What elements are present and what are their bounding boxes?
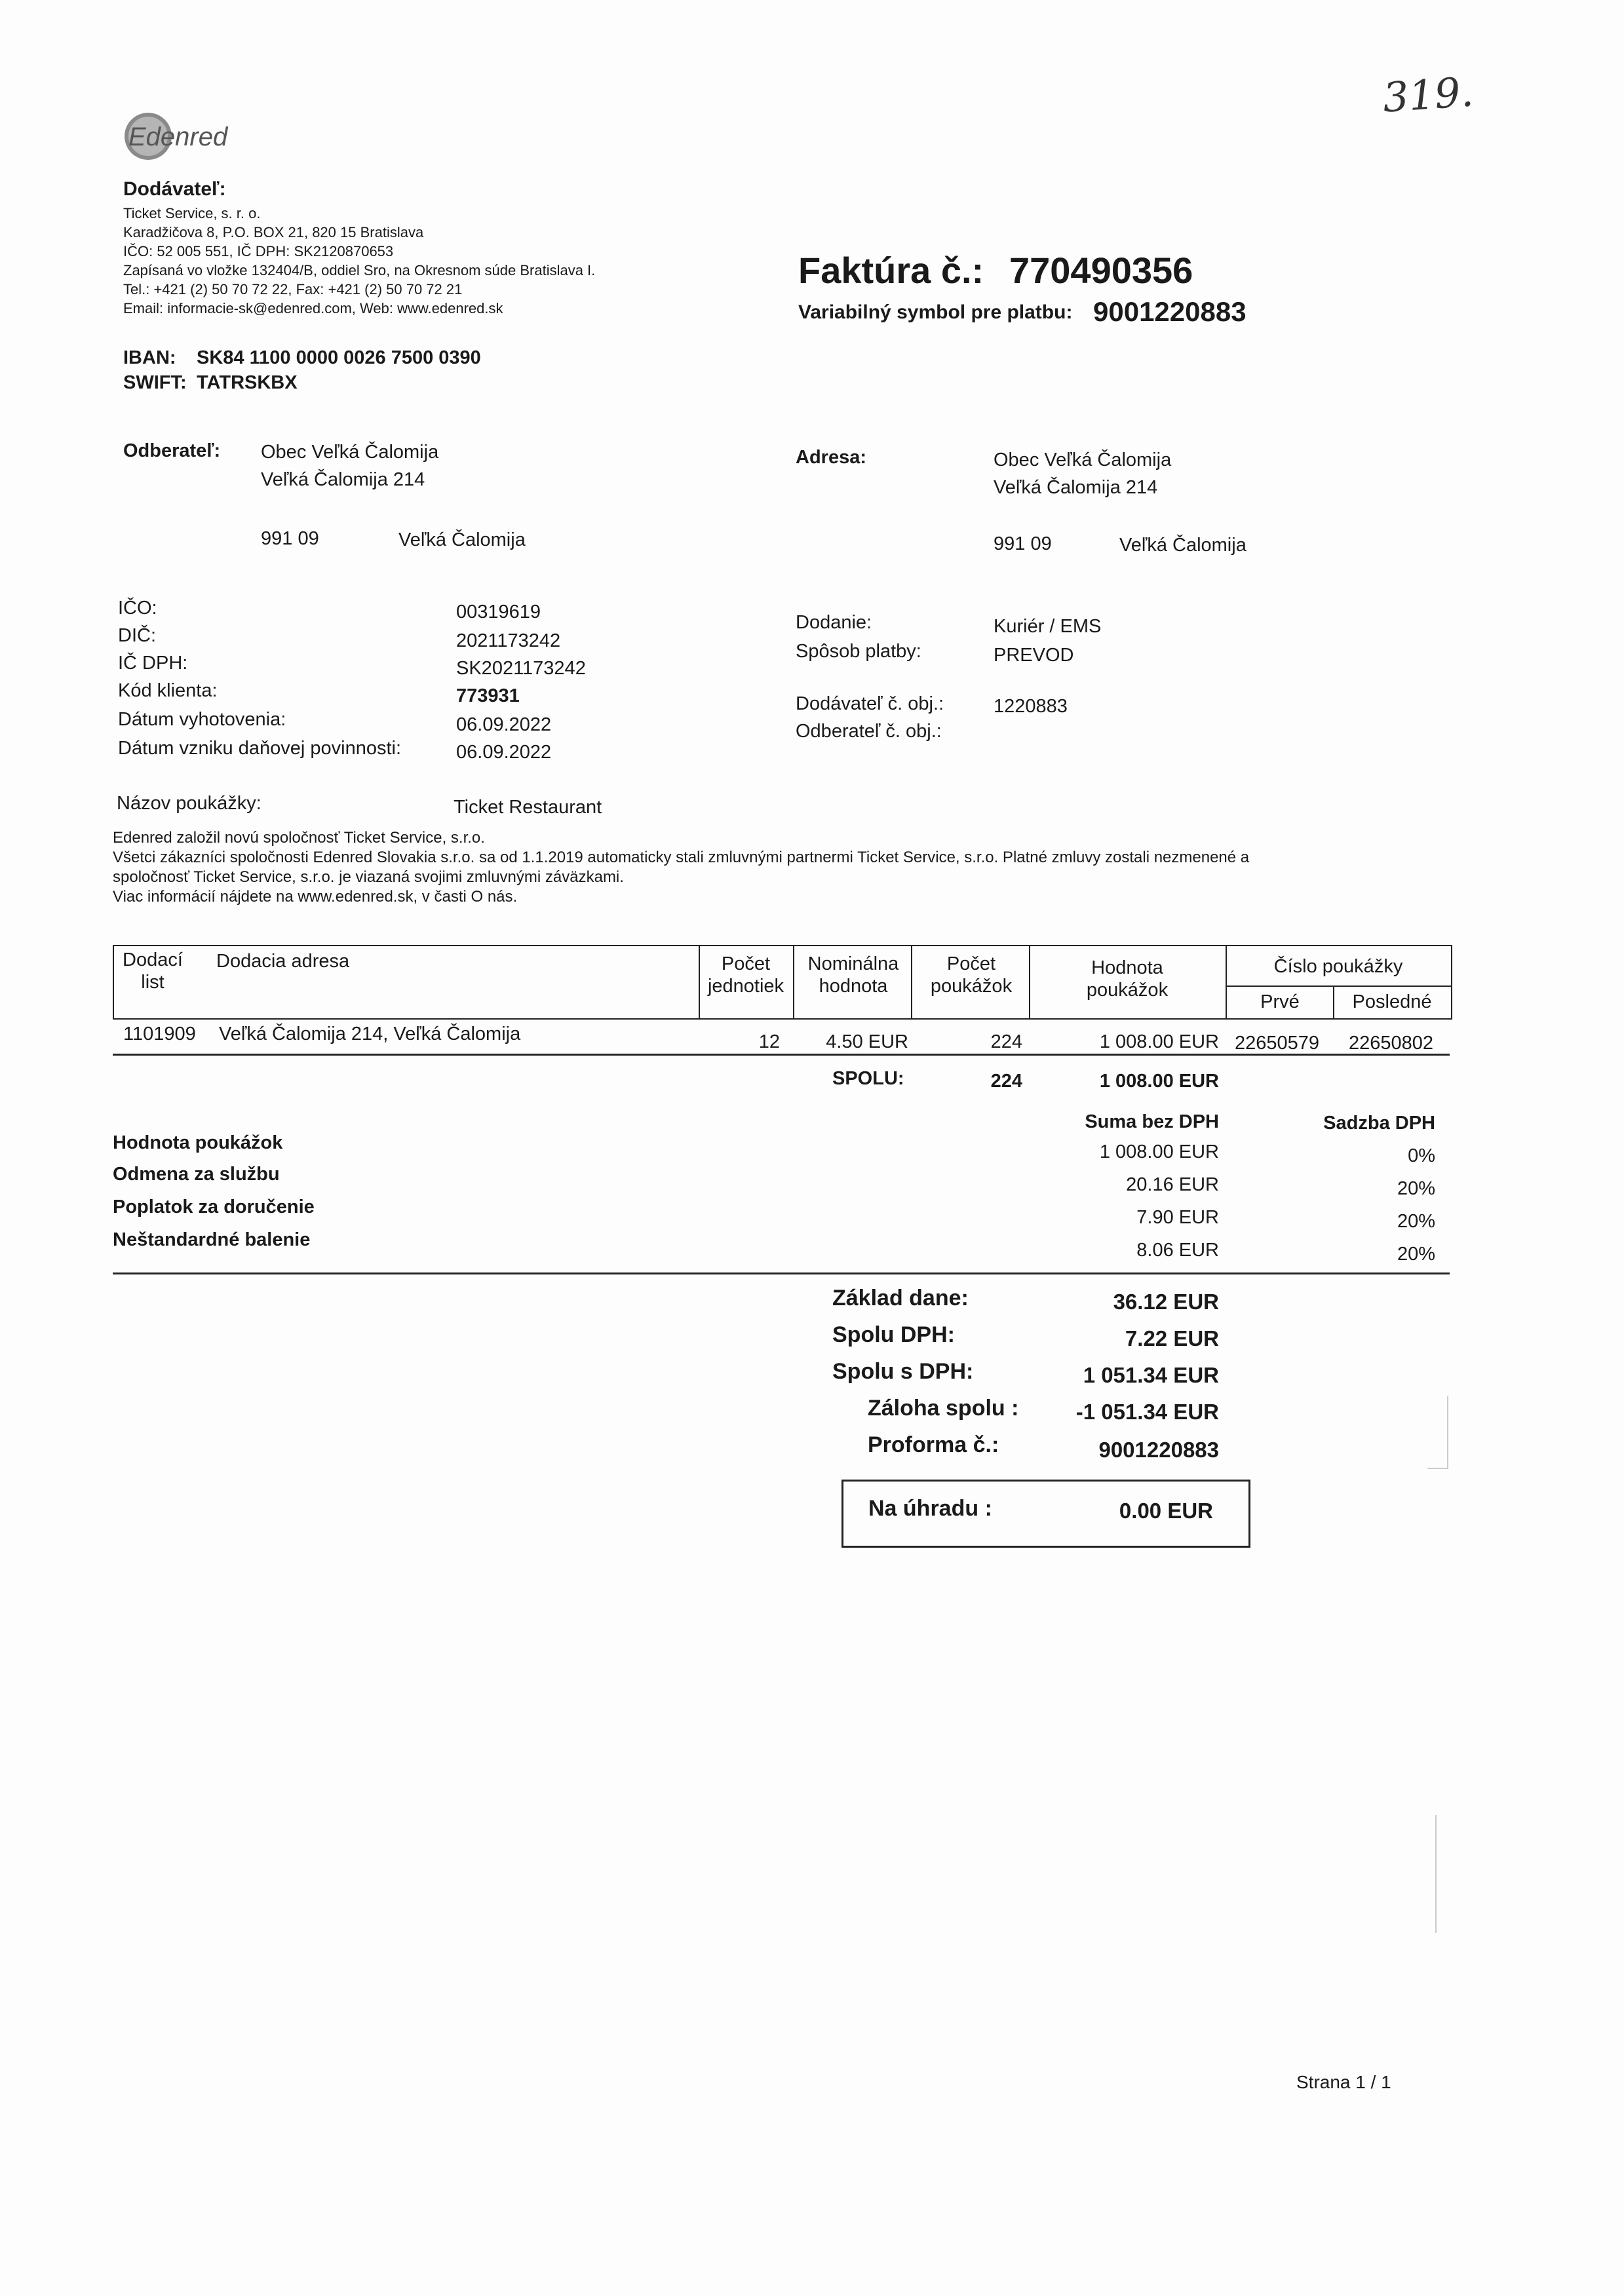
voucher-value: Ticket Restaurant [454, 797, 602, 818]
iban-label: IBAN: [123, 347, 176, 368]
id-label: DIČ: [118, 625, 156, 646]
vat-row-rate: 0% [1408, 1145, 1435, 1166]
id-label: Kód klienta: [118, 680, 218, 701]
id-value: 00319619 [456, 602, 541, 622]
row-hodnota: 1 008.00 EUR [1099, 1031, 1219, 1052]
client-code: 773931 [456, 685, 520, 706]
supplier-line: Ticket Service, s. r. o. [123, 205, 261, 221]
col-prve: Prvé [1260, 991, 1300, 1012]
total-count: 224 [990, 1071, 1022, 1092]
supplier-line: Tel.: +421 (2) 50 70 72 22, Fax: +421 (2) 50 70 72 21 [123, 281, 463, 297]
vat-row-label: Odmena za službu [113, 1164, 280, 1185]
summary-label: Základ dane: [832, 1286, 969, 1311]
scan-artifact [1427, 1396, 1448, 1469]
vat-row-base: 7.90 EUR [1136, 1207, 1219, 1228]
vat-row-base: 8.06 EUR [1136, 1240, 1219, 1261]
total-value: 1 008.00 EUR [1099, 1071, 1219, 1092]
col-nominal: Nominálna hodnota [807, 953, 899, 997]
swift-label: SWIFT: [123, 372, 187, 393]
supplier-line: IČO: 52 005 551, IČ DPH: SK2120870653 [123, 243, 394, 259]
vat-row-label: Neštandardné balenie [113, 1229, 311, 1250]
vat-row-label: Hodnota poukážok [113, 1132, 283, 1153]
vat-row-rate: 20% [1397, 1244, 1435, 1265]
notice-line: Edenred založil novú spoločnosť Ticket Service, s.r.o. [113, 829, 485, 847]
vat-col-rate: Sadzba DPH [1323, 1113, 1435, 1134]
invoice-title-label: Faktúra č.: [798, 250, 984, 291]
summary-value: 7.22 EUR [1125, 1326, 1219, 1350]
id-label: IČ DPH: [118, 653, 188, 674]
address-name: Obec Veľká Čalomija [994, 450, 1172, 470]
supplier-order-value: 1220883 [994, 696, 1068, 717]
col-dodaci-list: Dodací list [123, 949, 183, 993]
id-label: Dátum vzniku daňovej povinnosti: [118, 738, 402, 759]
summary-value: 36.12 EUR [1113, 1290, 1219, 1314]
summary-label: Záloha spolu : [868, 1396, 1019, 1421]
delivery-value: Kuriér / EMS [994, 616, 1102, 637]
col-cislo-poukazky: Číslo poukážky [1273, 956, 1403, 977]
col-pocet-poukazok: Počet poukážok [930, 953, 1013, 997]
customer-city: Veľká Čalomija [398, 529, 526, 550]
vat-col-base: Suma bez DPH [1085, 1111, 1219, 1132]
col-pocet-jednotiek: Počet jednotiek [707, 953, 784, 997]
col-hodnota: Hodnota poukážok [1086, 957, 1169, 1001]
customer-label: Odberateľ: [123, 440, 221, 461]
payment-label: Spôsob platby: [796, 641, 921, 662]
amount-due-label: Na úhradu : [868, 1496, 992, 1521]
supplier-line: Email: informacie-sk@edenred.com, Web: www.edenred.sk [123, 300, 503, 316]
scan-artifact [1409, 1815, 1437, 1933]
row-posledne: 22650802 [1349, 1033, 1434, 1054]
summary-value: -1 051.34 EUR [1075, 1400, 1219, 1424]
notice-line: spoločnosť Ticket Service, s.r.o. je viazaná svojimi zmluvnými záväzkami. [113, 868, 624, 886]
edenred-logo [123, 98, 241, 170]
tax-date: 06.09.2022 [456, 742, 552, 763]
id-value: SK2021173242 [456, 658, 586, 679]
supplier-heading: Dodávateľ: [123, 178, 226, 200]
summary-value: 1 051.34 EUR [1083, 1363, 1219, 1387]
total-label: SPOLU: [832, 1068, 904, 1089]
address-street: Veľká Čalomija 214 [994, 477, 1158, 498]
customer-order-label: Odberateľ č. obj.: [796, 721, 942, 742]
supplier-line: Karadžičova 8, P.O. BOX 21, 820 15 Bratislava [123, 224, 424, 240]
customer-name: Obec Veľká Čalomija [261, 442, 439, 463]
issue-date: 06.09.2022 [456, 714, 552, 735]
col-posledne: Posledné [1352, 991, 1432, 1012]
iban-value: SK84 1100 0000 0026 7500 0390 [197, 347, 481, 368]
row-nominal: 4.50 EUR [826, 1031, 908, 1052]
summary-label: Spolu DPH: [832, 1322, 955, 1347]
address-city: Veľká Čalomija [1119, 535, 1247, 556]
page-number: Strana 1 / 1 [1296, 2072, 1391, 2092]
variable-symbol-label: Variabilný symbol pre platbu: [798, 301, 1073, 323]
id-label: IČO: [118, 598, 157, 619]
vat-row-base: 1 008.00 EUR [1099, 1141, 1219, 1162]
swift-value: TATRSKBX [197, 372, 298, 393]
row-jednotky: 12 [758, 1031, 780, 1052]
address-label: Adresa: [796, 447, 866, 468]
customer-zip: 991 09 [261, 528, 319, 549]
amount-due-value: 0.00 EUR [1119, 1499, 1213, 1523]
invoice-number: 770490356 [1009, 250, 1193, 291]
summary-value: 9001220883 [1098, 1438, 1219, 1462]
vat-row-label: Poplatok za doručenie [113, 1196, 315, 1217]
vat-row-base: 20.16 EUR [1126, 1174, 1219, 1195]
id-value: 2021173242 [456, 630, 561, 651]
logo-text: Edenred [128, 123, 228, 151]
voucher-label: Názov poukážky: [117, 793, 261, 814]
vat-row-rate: 20% [1397, 1211, 1435, 1232]
amount-due-box [841, 1480, 1250, 1548]
row-dodaci-list: 1101909 [123, 1024, 196, 1044]
summary-label: Proforma č.: [868, 1432, 999, 1457]
summary-label: Spolu s DPH: [832, 1359, 974, 1384]
col-dodacia-adresa: Dodacia adresa [216, 951, 350, 972]
supplier-order-label: Dodávateľ č. obj.: [796, 693, 944, 714]
handwritten-note: 319. [1381, 67, 1475, 122]
variable-symbol-value: 9001220883 [1093, 296, 1247, 327]
row-adresa: Veľká Čalomija 214, Veľká Čalomija [219, 1024, 521, 1044]
row-prve: 22650579 [1235, 1033, 1320, 1054]
customer-street: Veľká Čalomija 214 [261, 469, 425, 490]
supplier-line: Zapísaná vo vložke 132404/B, oddiel Sro, na Okresnom súde Bratislava I. [123, 262, 596, 278]
row-poukazky: 224 [990, 1031, 1022, 1052]
notice-line: Viac informácií nájdete na www.edenred.sk, v časti O nás. [113, 888, 518, 906]
notice-line: Všetci zákazníci spoločnosti Edenred Slovakia s.r.o. sa od 1.1.2019 automaticky stali zmluvnými partnermi Ticket Service, s.r.o. Platné zmluvy zostali nezmenené a [113, 849, 1250, 866]
delivery-label: Dodanie: [796, 612, 872, 633]
address-zip: 991 09 [994, 533, 1052, 554]
payment-value: PREVOD [994, 645, 1074, 666]
id-label: Dátum vyhotovenia: [118, 709, 286, 730]
vat-row-rate: 20% [1397, 1178, 1435, 1199]
